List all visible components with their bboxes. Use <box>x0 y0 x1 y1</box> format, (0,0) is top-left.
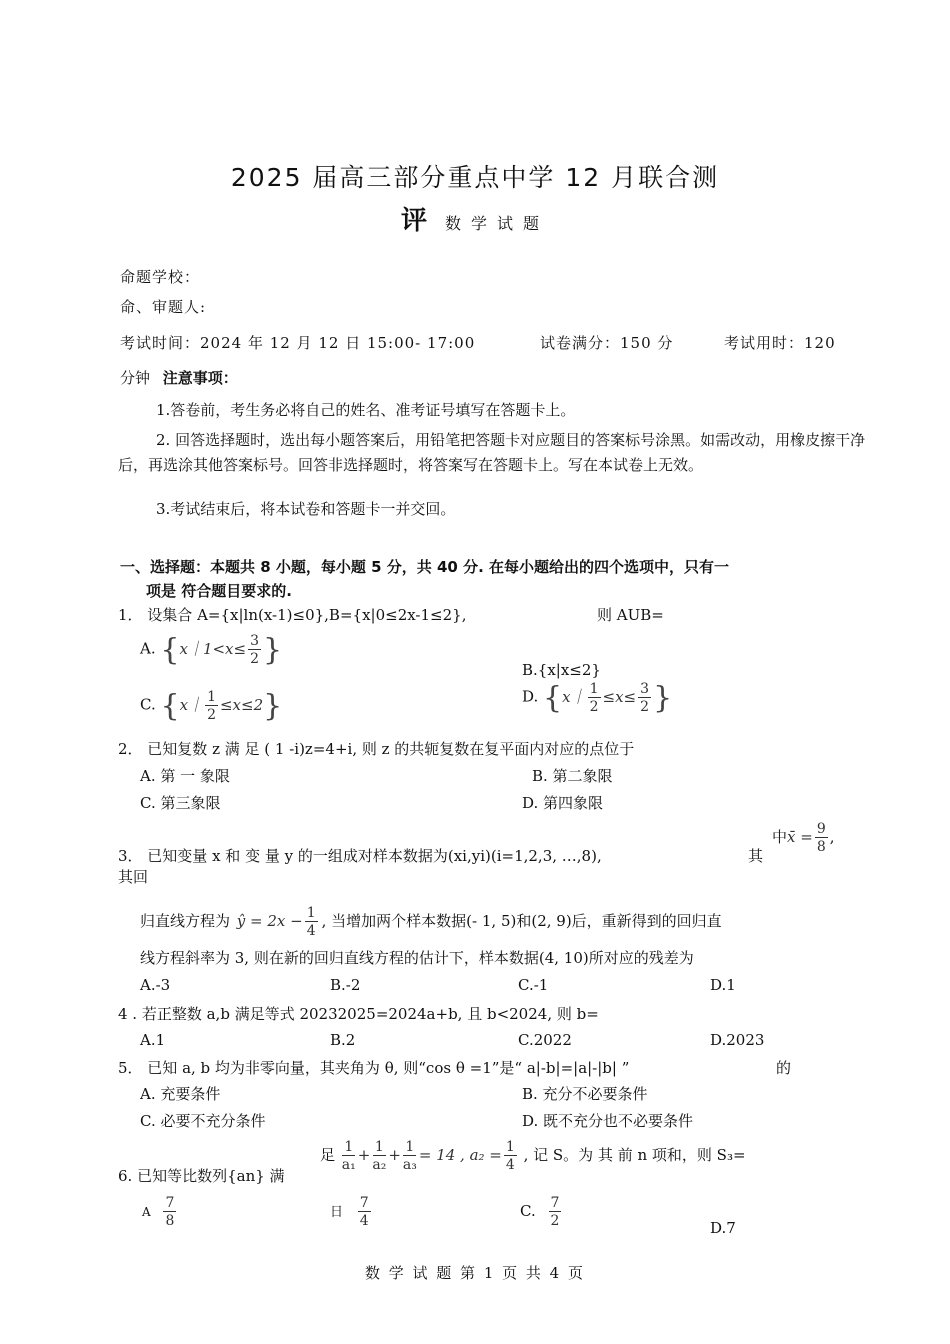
q6-condition: 足 $\frac{1}{\text{a₁}}$ + $\frac{1}{\text{a₂}}$ + $\frac{1}{\text{a₃}}$ = 14 , a₂ = $\frac{1}{4}$ , 记 S。为 其 前 n 项和，则 S₃= <box>320 1139 746 1173</box>
q5-option-b: B. 充分不必要条件 <box>522 1085 648 1103</box>
exam-time: 考试时间：2024 年 12 月 12 日 15:00- 17:00 <box>120 334 476 352</box>
q5-option-a: A. 充要条件 <box>140 1085 221 1103</box>
section-heading-line1: 一、选择题：本题共 8 小题，每小题 5 分，共 40 分. 在每小题给出的四个选项中，只有一 <box>120 558 730 576</box>
frac-num: 1 <box>344 1139 354 1155</box>
frac-den: a₂ <box>372 1157 387 1173</box>
q4-option-c: C.2022 <box>518 1031 572 1049</box>
subtitle-char: 评 <box>400 206 427 236</box>
option-label: D. <box>522 687 539 706</box>
frac-num: 7 <box>550 1195 560 1211</box>
option-label: 日 <box>330 1205 344 1220</box>
frac-den: 4 <box>359 1213 369 1229</box>
q2-option-d: D. 第四象限 <box>522 794 604 812</box>
q3-line4: 线方程斜率为 3, 则在新的回归直线方程的估计下，样本数据(4, 10)所对应的残差为 <box>140 949 694 967</box>
frac-num: 1 <box>306 905 316 921</box>
authors-label: 命、审题人: <box>120 298 207 316</box>
frac-den: 8 <box>165 1213 175 1229</box>
exam-title: 2025 届高三部分重点中学 12 月联合测 <box>230 163 720 192</box>
duration: 考试用时：120 <box>724 334 836 352</box>
q5-tail: 的 <box>776 1059 792 1077</box>
q6-option-b <box>330 1196 373 1228</box>
option-d-mid: ≤x≤ <box>602 687 637 706</box>
frac-num: 3 <box>640 680 650 697</box>
frac-num: 3 <box>250 632 260 649</box>
q4-option-b: B.2 <box>330 1031 356 1049</box>
q1-option-c: C. {x｜ $\frac{1}{2}$ ≤x≤2} <box>140 688 283 723</box>
frac-den: a₁ <box>341 1157 356 1173</box>
q2-option-b: B. 第二象限 <box>532 767 613 785</box>
notice-1: 1.答卷前，考生务必将自己的姓名、准考证号填写在答题卡上。 <box>156 401 576 419</box>
notice-header <box>120 367 238 388</box>
q3-qi: 其 <box>748 847 764 865</box>
frac-den: 2 <box>640 698 650 715</box>
q4-stem: 4 . 若正整数 a,b 满足等式 20232025=2024a+b, 且 b<2024, 则 b= <box>118 1005 599 1023</box>
notice-title: 注意事项： <box>162 369 238 387</box>
q1-stem: 1． 设集合 A={x|ln(x-1)≤0},B={x|0≤2x-1≤2}, <box>118 606 467 624</box>
q3-option-b: B.-2 <box>330 976 361 994</box>
frac-den: 2 <box>550 1213 560 1229</box>
q6-cond-pre: 足 <box>320 1146 336 1164</box>
q3-line3-pre: 归直线方程为 <box>140 912 231 930</box>
q6-option-d: D.7 <box>710 1219 736 1237</box>
q1-option-d: D. {x｜ $\frac{1}{2}$ ≤x≤ $\frac{3}{2}$ } <box>522 680 673 715</box>
q2-stem: 2． 已知复数 z 满 足 ( 1 -i)z=4+i, 则 z 的共轭复数在复平面内对应的点位于 <box>118 740 635 758</box>
q6-option-c <box>520 1196 563 1228</box>
q3-line3 <box>140 906 722 938</box>
full-score: 试卷满分：150 分 <box>540 334 674 352</box>
frac-num: 1 <box>374 1139 384 1155</box>
section-heading-line2: 项是 符合题目要求的. <box>146 582 292 600</box>
q5-stem: 5． 已知 a, b 均为非零向量，其夹角为 θ, 则“cos θ =1”是“ a|-b|=|a|-|b| ” <box>118 1059 630 1077</box>
q3-option-d: D.1 <box>710 976 736 994</box>
frac-num: 7 <box>359 1195 369 1211</box>
q4-option-d: D.2023 <box>710 1031 765 1049</box>
q5-option-d: D. 既不充分也不必要条件 <box>522 1112 694 1130</box>
frac-num: 1 <box>207 688 216 705</box>
frac-num: 9 <box>816 821 826 837</box>
frac-den: 2 <box>250 650 260 667</box>
regression-eq: ŷ = 2x − <box>236 912 303 930</box>
school-label: 命题学校： <box>120 268 201 286</box>
q3-option-c: C.-1 <box>518 976 549 994</box>
q4-option-a: A.1 <box>140 1031 166 1049</box>
option-label: A <box>142 1205 151 1219</box>
frac-den: 2 <box>207 706 216 723</box>
notice-3: 3.考试结束后，将本试卷和答题卡一并交回。 <box>156 500 456 518</box>
notice-2: 2. 回答选择题时，选出每小题答案后，用铅笔把答题卡对应题目的答案标号涂黑。如需改动，用橡皮擦干净后，再选涂其他答案标号。回答非选择题时，将答案写在答题卡上。写在本试卷上无效。 <box>118 431 866 474</box>
q6-option-a <box>142 1196 178 1228</box>
q3-option-a: A.-3 <box>140 976 171 994</box>
option-a-text: x｜1<x≤ <box>179 639 247 658</box>
frac-den: 4 <box>505 1157 515 1173</box>
frac-den: 2 <box>589 698 599 715</box>
subtitle-text: 数学试题 <box>445 214 550 233</box>
q3-mid: 中 <box>772 828 788 846</box>
frac-den: 4 <box>306 923 316 939</box>
option-label: A. <box>140 639 156 658</box>
page-footer: 数 学 试 题 第 1 页 共 4 页 <box>364 1264 585 1282</box>
frac-num: 1 <box>405 1139 415 1155</box>
q6-cond-mid: = 14 , a₂ = <box>418 1146 502 1164</box>
q2-option-a: A. 第 一 象限 <box>140 767 230 785</box>
exam-subtitle <box>0 200 950 237</box>
q1-option-a: A. {x｜1<x≤ $\frac{3}{2}$ } <box>140 632 283 667</box>
q3-stem: 3． 已知变量 x 和 变 量 y 的一组成对样本数据为(xi,yi)(i=1,2,3, …,8), <box>118 847 602 865</box>
q1-ask: 则 AUB= <box>597 606 664 624</box>
frac-den: 8 <box>816 839 826 855</box>
q6-stem: 6. 已知等比数列{an} 满 <box>118 1167 285 1185</box>
option-c-text: ≤x≤2 <box>219 695 264 714</box>
q5-option-c: C. 必要不充分条件 <box>140 1112 266 1130</box>
q3-xbar: 中x̄ = $\frac{9}{8}$ , <box>772 821 835 855</box>
duration-unit: 分钟 <box>120 369 151 387</box>
option-label: C. <box>140 695 156 714</box>
frac-num: 1 <box>505 1139 515 1155</box>
q2-option-c: C. 第三象限 <box>140 794 221 812</box>
q1-option-b: B.{x|x≤2} <box>522 661 601 679</box>
q6-tail: , 记 S。为 其 前 n 项和，则 S₃= <box>523 1146 746 1164</box>
q3-line3-post: , 当增加两个样本数据(- 1, 5)和(2, 9)后，重新得到的回归直 <box>321 912 722 930</box>
frac-den: a₃ <box>402 1157 417 1173</box>
frac-num: 1 <box>589 680 599 697</box>
option-label: C. <box>520 1202 536 1220</box>
q3-line2: 其回 <box>118 868 149 886</box>
frac-num: 7 <box>165 1195 175 1211</box>
